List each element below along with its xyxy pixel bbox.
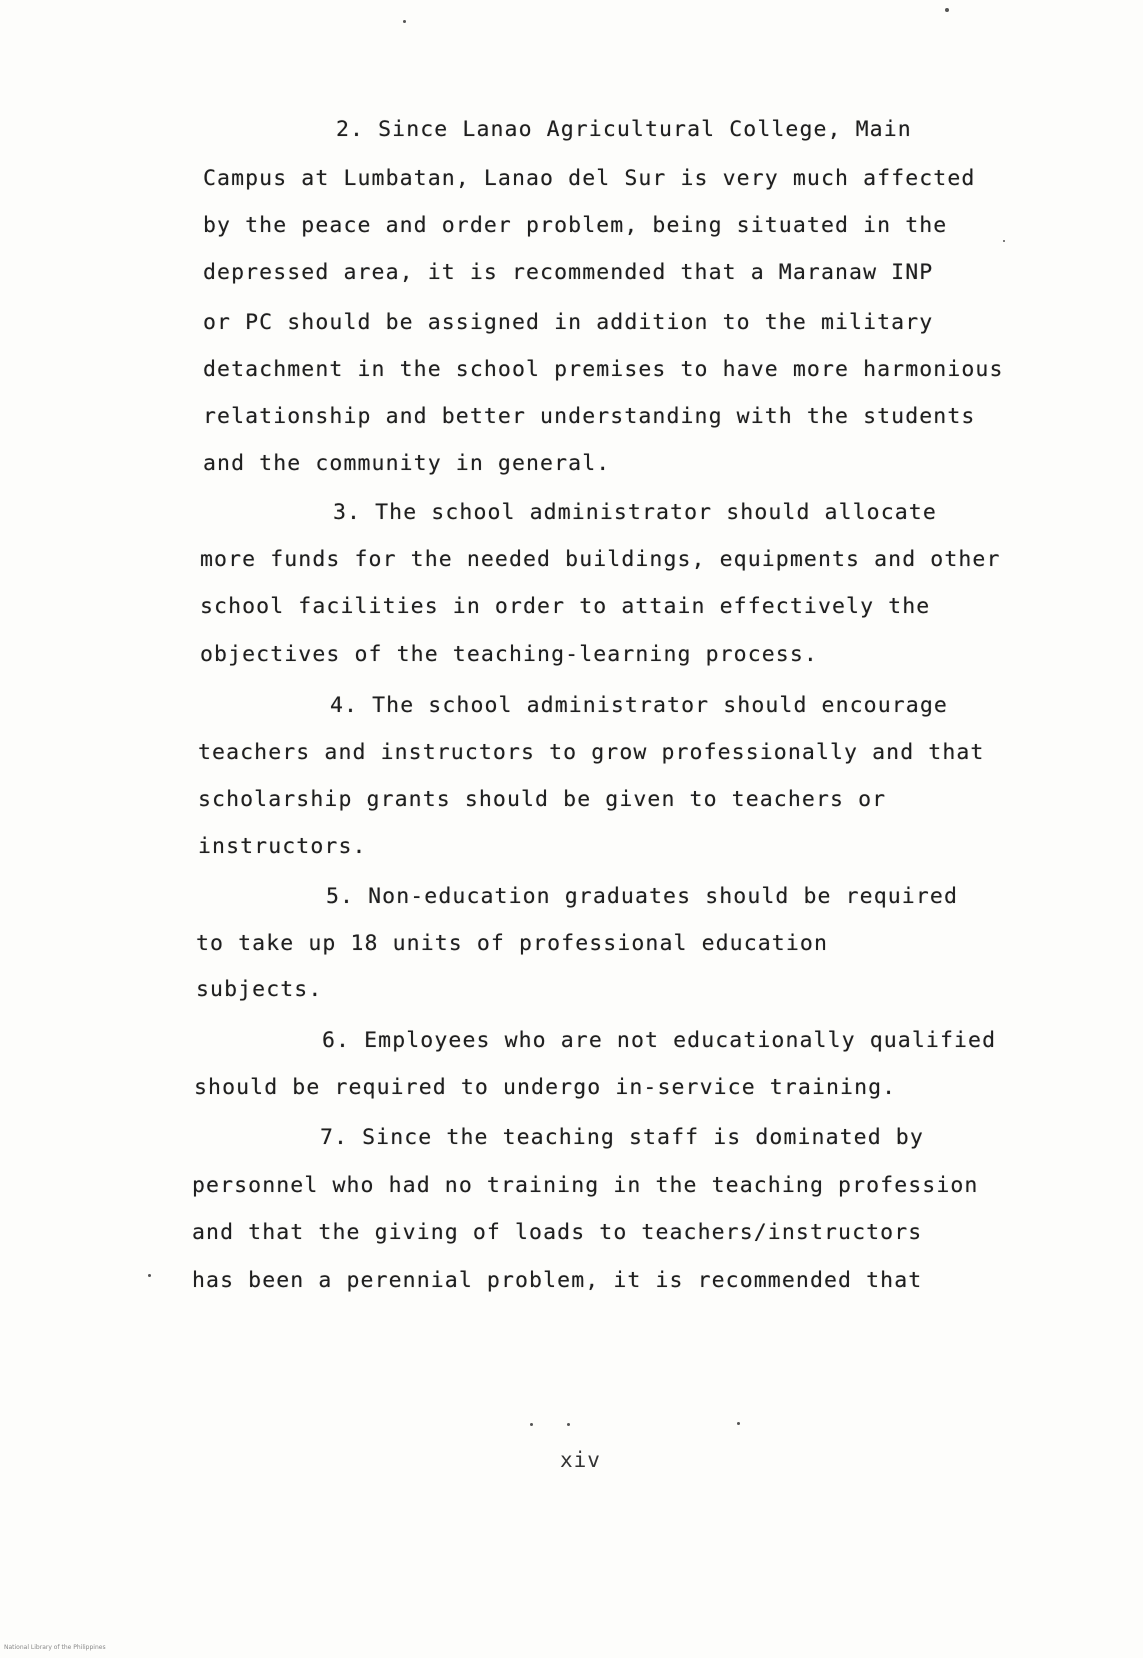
page-number: xiv — [560, 1448, 601, 1472]
recommendation-4-line-3: scholarship grants should be given to teachers or — [198, 787, 887, 812]
recommendation-5-line-3: subjects. — [196, 977, 323, 1002]
scan-speck — [737, 1422, 740, 1425]
scan-speck — [403, 20, 406, 23]
recommendation-3-line-3: school facilities in order to attain effectively the — [200, 594, 931, 619]
recommendation-2-line-3: by the peace and order problem, being situated in the — [203, 213, 948, 238]
footer-scan-stamp: National Library of the Philippines — [4, 1644, 106, 1651]
recommendation-4-line-1: 4. The school administrator should encourage — [330, 693, 948, 718]
recommendation-7-line-2: personnel who had no training in the teaching profession — [192, 1173, 979, 1198]
recommendation-6-line-1: 6. Employees who are not educationally qualified — [322, 1028, 997, 1053]
recommendation-4-line-4: instructors. — [198, 834, 367, 859]
recommendation-7-line-3: and that the giving of loads to teachers/instructors — [192, 1220, 923, 1245]
recommendation-2-line-8: and the community in general. — [203, 451, 611, 476]
scan-speck — [148, 1274, 151, 1277]
recommendation-2-line-5: or PC should be assigned in addition to the military — [203, 310, 934, 335]
recommendation-4-line-2: teachers and instructors to grow professionally and that — [198, 740, 985, 765]
recommendation-3-line-1: 3. The school administrator should allocate — [333, 500, 937, 525]
scan-speck — [567, 1423, 570, 1426]
recommendation-7-line-1: 7. Since the teaching staff is dominated by — [320, 1125, 924, 1150]
recommendation-5-line-1: 5. Non-education graduates should be required — [326, 884, 958, 909]
scan-speck — [1003, 240, 1005, 242]
scan-speck — [530, 1423, 533, 1426]
scan-speck — [945, 8, 949, 12]
recommendation-3-line-4: objectives of the teaching-learning process. — [200, 642, 818, 667]
recommendation-2-line-1: 2. Since Lanao Agricultural College, Main — [336, 117, 912, 142]
recommendation-2-line-7: relationship and better understanding with the students — [203, 404, 976, 429]
recommendation-2-line-2: Campus at Lumbatan, Lanao del Sur is very much affected — [203, 166, 976, 191]
recommendation-7-line-4: has been a perennial problem, it is recommended that — [192, 1268, 923, 1293]
recommendation-2-line-4: depressed area, it is recommended that a Maranaw INP — [203, 260, 934, 285]
recommendation-5-line-2: to take up 18 units of professional education — [196, 931, 828, 956]
recommendation-2-line-6: detachment in the school premises to have more harmonious — [203, 357, 1004, 382]
recommendation-3-line-2: more funds for the needed buildings, equipments and other — [200, 547, 1001, 572]
recommendation-6-line-2: should be required to undergo in-service training. — [194, 1075, 897, 1100]
